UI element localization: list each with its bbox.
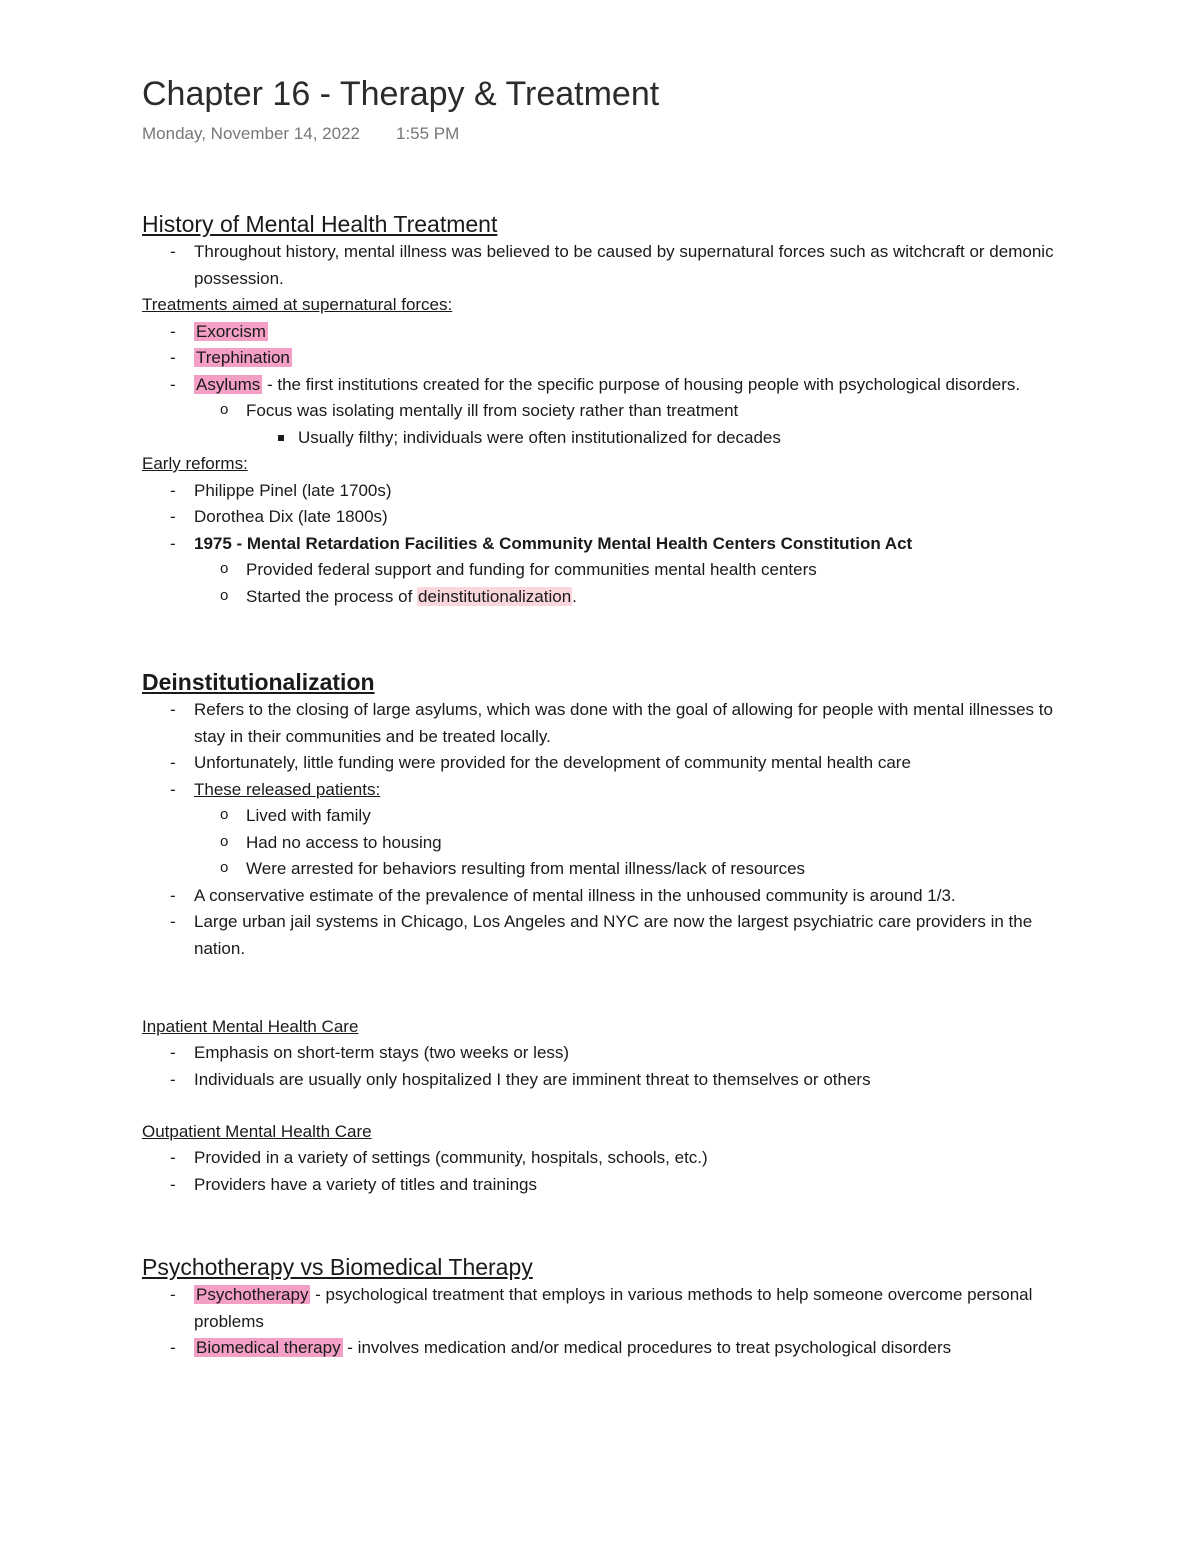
deinst-list (142, 697, 1082, 962)
list-item (142, 372, 1082, 452)
history-heading: History of Mental Health Treatment (142, 211, 498, 237)
released-label: These released patients: (194, 779, 381, 799)
outpatient-list (142, 1145, 1082, 1198)
note-date: Monday, November 14, 2022 (142, 124, 360, 143)
list-item: o Had no access to housing (142, 830, 1082, 857)
reforms-list (142, 478, 1082, 611)
inpatient-list (142, 1040, 1082, 1093)
deinst-heading: Deinstitutionalization (142, 669, 375, 695)
act-title: 1975 - Mental Retardation Facilities & Community Mental Health Centers Constitution Act (194, 533, 913, 553)
list-item: - A conservative estimate of the prevalence of mental illness in the unhoused community is around 1/3. (142, 883, 1082, 910)
section-therapy (142, 1252, 1082, 1362)
treatments-list (142, 319, 1082, 452)
reforms-label: Early reforms: (142, 454, 248, 473)
list-item (142, 1335, 1082, 1362)
highlight-trephination: Trephination (196, 348, 290, 367)
highlight-psychotherapy: Psychotherapy (196, 1285, 309, 1304)
inpatient-heading: Inpatient Mental Health Care (142, 1017, 359, 1036)
therapy-list (142, 1282, 1082, 1362)
act-sublist (194, 557, 1082, 610)
page-title: Chapter 16 - Therapy & Treatment (142, 75, 660, 113)
list-item (142, 319, 1082, 346)
section-history (142, 209, 1082, 610)
list-item (142, 1282, 1082, 1335)
act-started: Started the process of (246, 586, 418, 606)
list-item: - Unfortunately, little funding were provided for the development of community mental health care (142, 750, 1082, 777)
note-page (142, 72, 1082, 1362)
section-inpatient (142, 1014, 1082, 1093)
list-item: - Philippe Pinel (late 1700s) (142, 478, 1082, 505)
list-item: - Emphasis on short-term stays (two weeks or less) (142, 1040, 1082, 1067)
list-item: o Provided federal support and funding for communities mental health centers (142, 557, 1082, 584)
section-deinstitutionalization (142, 667, 1082, 962)
list-item (142, 531, 1082, 611)
highlight-biomedical: Biomedical therapy (196, 1338, 341, 1357)
psychotherapy-definition: - psychological treatment that employs in various methods to help someone overcome personal problems (194, 1285, 1033, 1331)
asylums-focus: Focus was isolating mentally ill from society rather than treatment (246, 401, 739, 420)
list-item: - Individuals are usually only hospitalized I they are imminent threat to themselves or others (142, 1067, 1082, 1094)
highlight-asylums: Asylums (196, 374, 261, 394)
asylums-subsublist (246, 425, 1082, 452)
released-sublist (194, 803, 1082, 883)
therapy-heading: Psychotherapy vs Biomedical Therapy (142, 1254, 533, 1280)
list-item (142, 398, 1082, 451)
note-time: 1:55 PM (395, 124, 460, 143)
list-item: - Throughout history, mental illness was believed to be caused by supernatural forces such as witchcraft or demonic possession. (142, 239, 1082, 292)
asylums-sublist (194, 398, 1082, 451)
list-item: - Provided in a variety of settings (community, hospitals, schools, etc.) (142, 1145, 1082, 1172)
highlight-deinstitutionalization: deinstitutionalization (418, 586, 572, 606)
list-item: - Refers to the closing of large asylums, which was done with the goal of allowing for people with mental illnesses to stay in their communities and be treated locally. (142, 697, 1082, 750)
list-item (142, 584, 1082, 611)
list-item: o Were arrested for behaviors resulting from mental illness/lack of resources (142, 856, 1082, 883)
list-item: - Providers have a variety of titles and trainings (142, 1172, 1082, 1199)
list-item: Usually filthy; individuals were often institutionalized for decades (142, 425, 1082, 452)
highlight-exorcism: Exorcism (196, 321, 266, 341)
list-item (142, 777, 1082, 883)
treatments-label: Treatments aimed at supernatural forces: (142, 295, 453, 314)
list-item: o Lived with family (142, 803, 1082, 830)
history-list (142, 239, 1082, 292)
act-period: . (572, 586, 577, 606)
asylums-definition: - the first institutions created for the specific purpose of housing people with psychological disorders. (262, 374, 1021, 394)
note-timestamp (142, 122, 1082, 146)
biomedical-definition: - involves medication and/or medical procedures to treat psychological disorders (342, 1338, 952, 1357)
outpatient-heading: Outpatient Mental Health Care (142, 1122, 372, 1141)
section-outpatient (142, 1119, 1082, 1198)
list-item (142, 345, 1082, 372)
list-item: - Dorothea Dix (late 1800s) (142, 504, 1082, 531)
list-item: - Large urban jail systems in Chicago, Los Angeles and NYC are now the largest psychiatric care providers in the nation. (142, 909, 1082, 962)
